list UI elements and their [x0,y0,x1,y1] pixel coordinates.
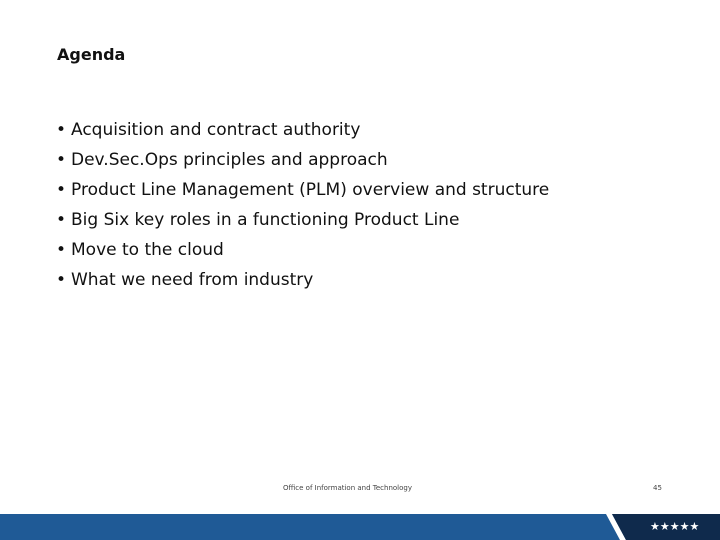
agenda-item [56,145,549,175]
stars-icon: ★★★★★ [650,520,700,533]
agenda-item [56,115,549,145]
agenda-item-text: Big Six key roles in a functioning Product Line [71,210,460,230]
footer-bar-graphic [0,514,720,540]
agenda-item-text: What we need from industry [71,270,314,290]
agenda-item-text: Move to the cloud [71,240,224,260]
bullet-icon: • [56,150,67,170]
slide-title: Agenda [57,45,126,64]
agenda-item [56,175,549,205]
footer-bar [0,514,720,540]
bullet-icon: • [56,270,67,290]
agenda-item-text: Dev.Sec.Ops principles and approach [71,150,388,170]
agenda-list [56,115,549,295]
agenda-item-text: Product Line Management (PLM) overview and structure [71,180,550,200]
bullet-icon: • [56,210,67,230]
page-number: 45 [653,484,662,492]
agenda-item-text: Acquisition and contract authority [71,120,361,140]
agenda-item [56,235,549,265]
bullet-icon: • [56,180,67,200]
bullet-icon: • [56,240,67,260]
footer-office-text: Office of Information and Technology [283,484,412,492]
agenda-item [56,205,549,235]
agenda-item [56,265,549,295]
bullet-icon: • [56,120,67,140]
